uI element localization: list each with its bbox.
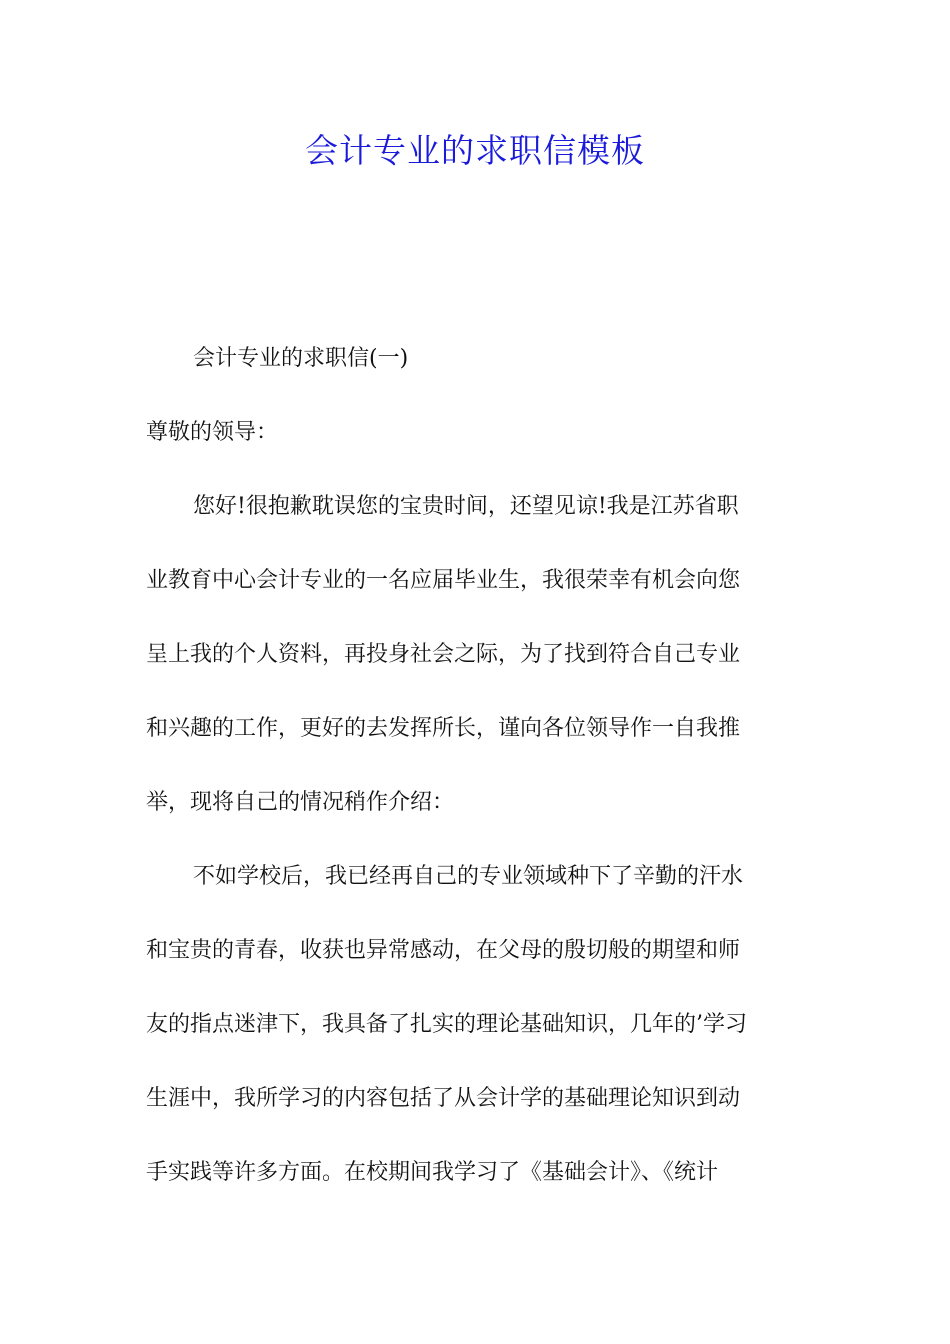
paragraph-line: 呈上我的个人资料，再投身社会之际，为了找到符合自己专业	[146, 642, 741, 667]
paragraph-line: 您好!很抱歉耽误您的宝贵时间，还望见谅!我是江苏省职	[193, 494, 739, 519]
section-heading: 会计专业的求职信(一)	[193, 346, 409, 371]
paragraph-line: 业教育中心会计专业的一名应届毕业生，我很荣幸有机会向您	[146, 568, 741, 593]
salutation: 尊敬的领导：	[146, 420, 279, 445]
document-body	[146, 322, 806, 1210]
paragraph-line: 友的指点迷津下，我具备了扎实的理论基础知识，几年的’学习	[146, 1012, 747, 1037]
paragraph-line: 手实践等许多方面。在校期间我学习了《基础会计》、《统计	[146, 1160, 719, 1185]
document-title: 会计专业的求职信模板	[305, 131, 645, 170]
paragraph-line: 生涯中，我所学习的内容包括了从会计学的基础理论知识到动	[146, 1086, 741, 1111]
paragraph-line: 不如学校后，我已经再自己的专业领域种下了辛勤的汗水	[193, 864, 744, 889]
paragraph-line: 举，现将自己的情况稍作介绍：	[146, 790, 455, 815]
paragraph-line: 和宝贵的青春，收获也异常感动，在父母的殷切般的期望和师	[146, 938, 741, 963]
paragraph-line: 和兴趣的工作，更好的去发挥所长，谨向各位领导作一自我推	[146, 716, 741, 741]
